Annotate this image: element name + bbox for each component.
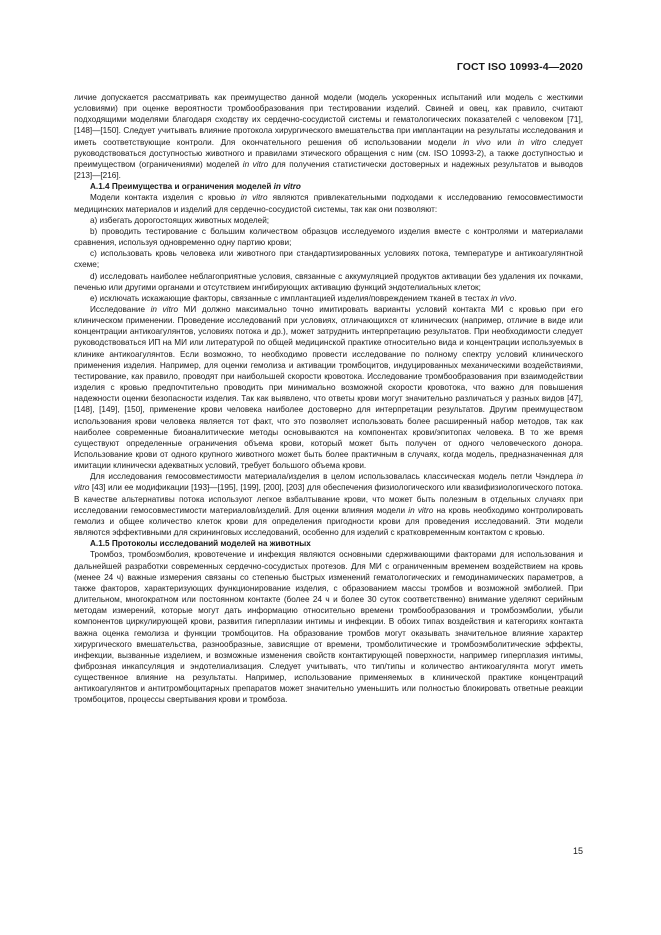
paragraph-animal-protocols: Тромбоз, тромбоэмболия, кровотечение и инфекция являются основными сдерживающими факторами для использования и дальнейшей разработки современных сердечно-сосудистых протезов. Для МИ с ограниченным временем воздействием на кровь (менее 24 ч) важные измерения связаны со степенью быстрых изменений гематологических и гемодинамических параметров, а также факторов, характеризующих функционирование изделия, с образованием массы тромбов и возможной эмболией. При длительном, многократном или постоянном контакте (более 24 ч и более 30 суток соответственно) внимание уделяют серийным методам измерений, которые могут дать информацию относительно времени тромбообразования и тромбоэмболии, убыли компонентов циркулирующей крови, развития гиперплазии интимы и инфекции. В обоих типах воздействия и категориях контакта важна оценка гемолиза и функции тромбоцитов. На образование тромбов могут оказывать значительное влияние характер хирургического вмешательства, разнообразные, зависящие от времени, тромболитические и тромбоэмболитические эффекты, инфекции, вызванные изделием, и возможные изменения свойств контактирующей поверхности, например гиперплазия интимы, фиброзная инкапсуляция и эндотелиализация. Следует учитывать, что тип/типы и количество антикоагулянта могут иметь существенное влияние на результаты. Например, использование применяемых в клинической практике концентраций антикоагулянтов и антитромбоцитарных препаратов может значительно уменьшить или полностью блокировать ответные реакции тромбоцитов, процессы свертывания крови и тромбоза.: [74, 550, 583, 705]
list-item-d: d) исследовать наиболее неблагоприятные условия, связанные с аккумуляцией продуктов активации без удаления их почками, печенью или другими органами и отсутствием ингибирующих активацию функций эндотелиальных клеток;: [74, 271, 583, 292]
paragraph-chandler-loop: Для исследования гемосовместимости материала/изделия в целом использовалась классическая модель петли Чэндлера in vitro [43] или ее модификации [193]—[195], [199], [200], [203] для обеспечения физиологического или квазифизиологического потока. В качестве альтернативы потока используют легкое взбалтывание крови, что может быть полезным в отдельных случаях при исследовании гемосовместимости материалов/изделий. Для оценки влияния модели in vitro на кровь необходимо контролировать гемолиз и общее количество клеток крови для определения пригодности крови для проведения исследований. Эти модели являются эффективными для скрининговых исследований, особенно для изделий с кратковременным контактом с кровью.: [74, 472, 583, 538]
paragraph-in-vitro-intro: Модели контакта изделия с кровью in vitro являются привлекательными подходами к исследованию гемосовместимости медицинских материалов и изделий для сердечно-сосудистой системы, так как они позволяют:: [74, 193, 583, 214]
list-item-a: a) избегать дорогостоящих животных моделей;: [90, 215, 270, 225]
list-item-b: b) проводить тестирование с большим количеством образцов исследуемого изделия вместе с контролями и материалами сравнения, используя одновременно одну партию крови;: [74, 226, 583, 248]
list-item-c: c) использовать кровь человека или животного при стандартизированных условиях потока, температуре и антикоагулянтной схеме;: [74, 249, 583, 270]
list-item-e: e) исключать искажающие факторы, связанные с имплантацией изделия/повреждением тканей в тестах in vivo.: [90, 293, 517, 303]
paragraph-in-vitro-study: Исследование in vitro МИ должно максимально точно имитировать варианты условий контакта МИ с кровью при его клиническом применении. Проведение исследований при условиях, отличающихся от клинических (например, отличие в виде или концентрации антикоагулянтов, условиях потока и др.), может затруднить интерпретацию результатов. При необходимости следует руководствоваться ИП на МИ или литературой по общей медицинской практике относительно вида и концентрации используемых в клинике антикоагулянтов. Если возможно, то необходимо провести исследование по полному спектру условий клинического применения изделия. Например, для оценки гемолиза и активации тромбоцитов, индуцированных механическими воздействиями, тестирование, как правило, проводят при наибольшей скорости кровотока. Исследование тромбообразования при взаимодействии изделия с кровью предпочтительно проводить при минимально возможной скорости кровотока, что важно для повышения надежности оценки безопасности изделия. Так как выявлено, что ответы крови могут значительно различаться у разных видов [47], [148], [149], [150], применение крови человека наиболее достоверно для интерпретации результатов. Другим преимуществом использования крови человека является тот факт, что это позволяет использовать более расширенный набор методов, так как наиболее современные биоаналитические методы основываются на компонентах крови/эпитопах человека. В то же время существуют определенные ограничения объема крови, который может быть получен от одного человеческого донора. Использование крови от одного крупного животного может быть более практичным в случаях, когда модель, предназначенная для имитации клинически адекватных условий, требует большого объема крови.: [74, 304, 583, 471]
document-body: [74, 92, 583, 706]
section-heading-a15: А.1.5 Протоколы исследований моделей на животных: [90, 539, 311, 549]
standard-header: ГОСТ ISO 10993-4—2020: [456, 61, 583, 73]
paragraph-animal-models-cont: личие допускается рассматривать как преимущество данной модели (модель ускоренных испытаний или модель с жесткими условиями) при оценке вероятности тромбообразования при тестировании изделий. Свиней и овец, как правило, считают подходящими моделями благодаря сходству их сердечно-сосудистой системы и гематологических показателей с человеком [71], [148]—[150]. Следует учитывать влияние протокола хирургического вмешательства при имплантации на результаты исследования и иметь соответствующие контроли. Для окончательного решения об использовании модели in vivo или in vitro следует руководствоваться доступностью животного и правилами этического обращения с ним (см. ISO 10993-2), а также доступностью и преимуществом (ограничениями) моделей in vitro для получения статистически достоверных и надежных результатов и выводов [213]—[216].: [74, 93, 583, 181]
page-number: 15: [572, 846, 583, 856]
section-heading-a14: А.1.4 Преимущества и ограничения моделей in vitro: [90, 182, 301, 192]
